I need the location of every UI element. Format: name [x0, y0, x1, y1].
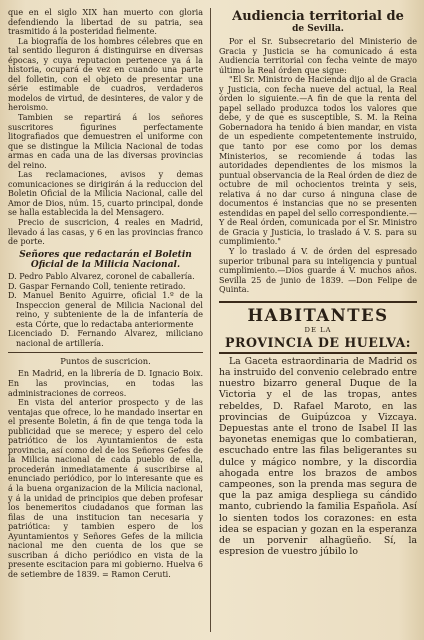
- proclamation-paragraph: La Gaceta estraordinaria de Madrid os ha instruido del convenio celebrado entre nuestro bizarro general Duque de la Victoria y el de las tropas, antes rebeldes, D. Rafael Maroto, en las provincias de Guipúzcoa y Vizcaya. Depuestas ante el trono de Isabel II las bayonetas enemigas que lo combatieran, escuchado entre las filas beligerantes su dulce y mágico nombre, y la discordia ahogada entre los brazos de ambos campeones, son la prenda mas segura de que la paz amiga despliega su cándido manto, cubriendo la familia Española. Así lo sienten todos los corazones: en esta idea se espacian y gozan en la esperanza de un porvenir alhagüeño. Sí, la espresion de vuestro júbilo lo: [219, 355, 417, 558]
- editors-heading: Señores que redactarán el Boletin Oficial de la Milicia Nacional.: [19, 249, 192, 270]
- proclamation-title: HABITANTES: [247, 305, 389, 325]
- left-paragraph: Precio de suscricion, 4 reales en Madrid, llevado á las casas, y 6 en las provincias franco de porte.: [8, 218, 203, 247]
- editor-item: Licenciado D. Fernando Alvarez, miliciano nacional de artillería.: [8, 329, 203, 348]
- editor-item: D. Gaspar Fernando Coll, teniente retirado.: [8, 281, 186, 291]
- left-column: [8, 8, 203, 632]
- left-paragraph: En vista del anterior prospecto y de las ventajas que ofrece, lo he mandado insertar en el presente Boletin, á fin de que tenga toda la publicidad que se merece; y espero del celo patriótico de los Ayuntamientos de esta provincia, así como del de los Señores Gefes de la Milicia nacional de cada pueblo de ella, procederán inmediatamente á suscribirse al enunciado periódico, por lo interesante que es á la buena organizacion de la Milicia nacional, y á la unidad de principios que deben profesar los benemeritos ciudadanos que forman las filas de una institucion tan necesaria y patriótica: y tambien espero de los Ayuntamientos y Señores Gefes de la milicia nacional me den cuenta de los que se suscriban á dicho periódico en vista de la presente escitacion para mi gobierno. Huelva 6 de setiembre de 1839. = Ramon Ceruti.: [8, 398, 203, 579]
- audiencia-title: Audiencia territorial de: [232, 9, 404, 24]
- section-divider: [8, 352, 203, 353]
- right-paragraph: Por el Sr. Subsecretario del Ministerio de Gracia y Justicia se ha comunicado á esta Audiencia territorial con fecha veinte de mayo último la Real órden que sigue:: [219, 37, 417, 75]
- proclamation-connector: DE LA: [304, 325, 332, 334]
- left-paragraph: La biografía de los hombres célebres que en tal sentido lleguron á distinguirse en diversas épocas, y cuya reputacion pertenece ya á la historia, ocupará de vez en cuando una parte del folletin, con el objeto de presentar una série estimable de cuadros, verdaderos modelos de virtud, de desinteres, de valor y de heroismo.: [8, 36, 203, 113]
- proclamation-province: PROVINCIA DE HUELVA:: [225, 334, 411, 350]
- audiencia-subtitle: de Sevilla.: [292, 24, 344, 34]
- left-paragraph: que en el siglo XIX han muerto con gloria defendiendo la libertad de su patria, sea trasmitido á la posteridad fielmente.: [8, 8, 203, 37]
- right-paragraph: Y lo traslado á V. de órden del espresado superior tribunal para su inteligencia y puntual cumplimiento.—Dios guarde á V. muchos años. Sevilla 25 de junio de 1839. —Don Felipe de Quinta.: [219, 247, 417, 295]
- editor-item: D. Manuel Benito Aguirre, oficial 1.º de la Inspeccion general de Milicia Nacional del reino, y subteniente de la de infantería de esta Córte, que lo redactaba anteriormente: [8, 291, 203, 329]
- left-paragraph: En Madrid, en la librería de D. Ignacio Boix. En las provincias, en todas las administraciones de correos.: [8, 369, 203, 398]
- right-column: [219, 8, 417, 632]
- proclamation-header: [219, 301, 417, 354]
- editor-item: D. Pedro Pablo Alvarez, coronel de caballería.: [8, 272, 195, 282]
- subscription-heading: Puntos de suscricion.: [60, 356, 151, 367]
- right-paragraph: "El Sr. Ministro de Hacienda dijo al de Gracia y Justicia, con fecha nueve del actual, la Real órden lo siguiente.—A fin de que la renta del papel sellado produzca todos los valores que debe, y de que es susceptible, S. M. la Reina Gobernadora ha tenido á bien mandar, en vista de un espediente competentemente instruido, que tanto por ese como por los demas Ministerios, se recomiende á todas las autoridades dependientes de los mismos la puntual observancia de la Real órden de diez de octubre de mil ochocientos treinta y seis, relativa á no dar curso á ninguna clase de documentos é instancias que no se presenten estendidas en papel del sello correspondiente.—Y de Real órden, comunicada por el Sr. Ministro de Gracia y Justicia, lo traslado á V. S. para su cumplimiento.": [219, 75, 417, 247]
- left-paragraph: Las reclamaciones, avisos y demas comunicaciones se dirigirán á la reduccion del Boletin Oficial de la Milicia Nacional, calle del Amor de Dios, núm. 15, cuarto principal, donde se halla establecida la del Mensagero.: [8, 170, 203, 218]
- left-paragraph: Tambien se repartirá á los señores suscritores figurines perfectamente litografiados que demuestren el uniforme con que se distingue la Milicia Nacional de todas armas en cada una de las diversas provincias del reino.: [8, 113, 203, 170]
- column-divider: [210, 8, 211, 632]
